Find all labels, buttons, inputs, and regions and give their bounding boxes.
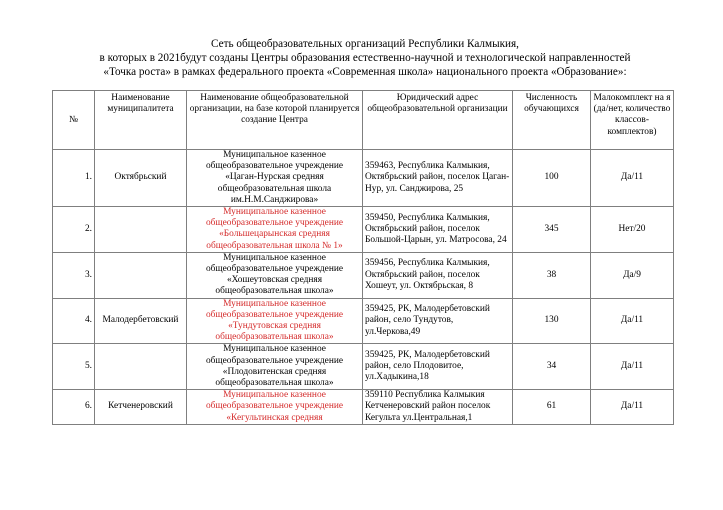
title-line-3: «Точка роста» в рамках федерального проекта «Современная школа» национального проекта «Образование»: [103, 66, 627, 78]
table-row [53, 207, 674, 253]
row-number: 4. [53, 298, 95, 344]
row-address: 359425, РК, Малодербетовский район, село Тундутов, ул.Черкова,49 [363, 298, 513, 344]
row-municipality: Малодербетовский [95, 298, 187, 344]
table-row [53, 298, 674, 344]
row-students: 38 [513, 252, 591, 298]
row-organization: Муниципальное казенное общеобразовательное учреждение «Тундутовская средняя общеобразовательная школа» [187, 298, 363, 344]
row-address: 359463, Республика Калмыкия, Октябрьский район, поселок Цаган-Нур, ул. Санджирова, 25 [363, 150, 513, 207]
row-address: 359456, Республика Калмыкия, Октябрьский район, поселок Хошеут, ул. Октябрьская, 8 [363, 252, 513, 298]
title-line-1: Сеть общеобразовательных организаций Республики Калмыкия, [211, 38, 519, 50]
row-municipality: Октябрьский [95, 150, 187, 207]
row-organization: Муниципальное казенное общеобразовательное учреждение «Хошеутовская средняя общеобразовательная школа» [187, 252, 363, 298]
document-title [40, 37, 690, 79]
row-municipality [95, 207, 187, 253]
row-students: 100 [513, 150, 591, 207]
row-organization: Муниципальное казенное общеобразовательное учреждение «Кегультинская средняя [187, 390, 363, 425]
table-row [53, 150, 674, 207]
row-small-school: Да/11 [591, 390, 674, 425]
row-municipality [95, 344, 187, 390]
row-students: 34 [513, 344, 591, 390]
table-row [53, 390, 674, 425]
header-address: Юридический адрес общеобразовательной организации [363, 91, 513, 150]
row-number: 3. [53, 252, 95, 298]
title-line-2: в которых в 2021будут созданы Центры образования естественно-научной и технологической направленностей [99, 52, 631, 64]
header-number: № [53, 91, 95, 150]
row-address: 359110 Республика Калмыкия Кетченеровский район поселок Кегульта ул.Центральная,1 [363, 390, 513, 425]
table-header-row [53, 91, 674, 150]
header-organization: Наименование общеобразовательной организации, на базе которой планируется создание Центра [187, 91, 363, 150]
row-address: 359450, Республика Калмыкия, Октябрьский район, поселок Большой-Царын, ул. Матросова, 24 [363, 207, 513, 253]
row-small-school: Да/11 [591, 150, 674, 207]
row-number: 2. [53, 207, 95, 253]
row-number: 6. [53, 390, 95, 425]
header-small-school: Малокомплект на я (да/нет, количество классов-комплектов) [591, 91, 674, 150]
row-number: 1. [53, 150, 95, 207]
header-municipality: Наименование муниципалитета [95, 91, 187, 150]
table-row [53, 252, 674, 298]
row-small-school: Да/9 [591, 252, 674, 298]
schools-table [52, 90, 674, 425]
row-small-school: Нет/20 [591, 207, 674, 253]
header-students: Численность обучающихся [513, 91, 591, 150]
row-students: 61 [513, 390, 591, 425]
row-organization: Муниципальное казенное общеобразовательное учреждение «Плодовитенская средняя общеобразовательная школа» [187, 344, 363, 390]
row-students: 345 [513, 207, 591, 253]
table-row [53, 344, 674, 390]
row-address: 359425, РК, Малодербетовский район, село Плодовитое, ул.Хадыкина,18 [363, 344, 513, 390]
row-small-school: Да/11 [591, 344, 674, 390]
row-students: 130 [513, 298, 591, 344]
row-municipality: Кетченеровский [95, 390, 187, 425]
row-number: 5. [53, 344, 95, 390]
row-municipality [95, 252, 187, 298]
row-organization: Муниципальное казенное общеобразовательное учреждение «Цаган-Нурская средняя общеобразовательная школа им.Н.М.Санджирова» [187, 150, 363, 207]
row-small-school: Да/11 [591, 298, 674, 344]
row-organization: Муниципальное казенное общеобразовательное учреждение «Большецарынская средняя общеобразовательная школа № 1» [187, 207, 363, 253]
